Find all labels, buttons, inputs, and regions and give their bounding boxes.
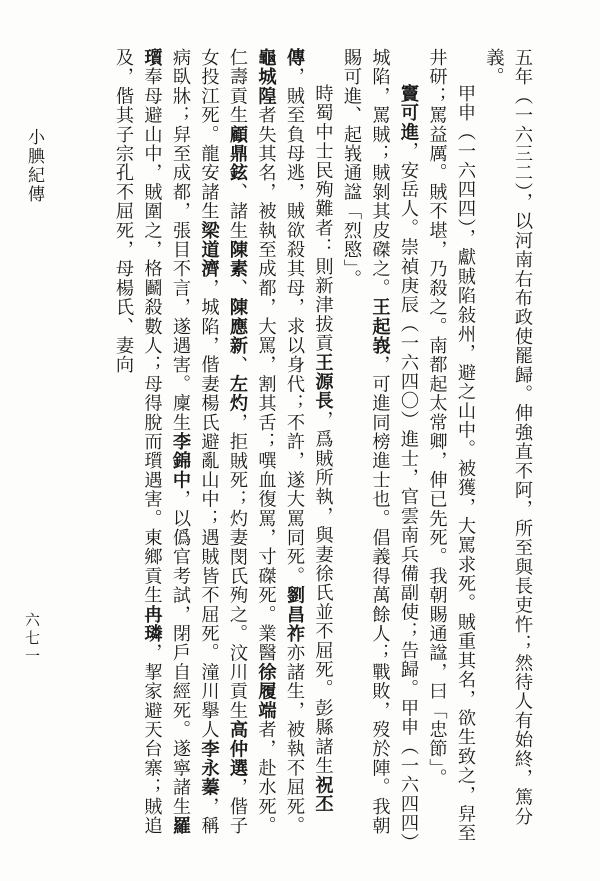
person-name: 龜城隍: [255, 48, 277, 106]
paragraph-text: 、: [227, 278, 248, 298]
person-name: 李永蓁: [198, 739, 220, 797]
running-head-book-title: 小腆紀傳: [24, 128, 44, 204]
paragraph-text: ，偕子女投江死。龍安諸生: [198, 48, 248, 836]
paragraph-1-text: 五年（一六三二），以河南右布政使罷歸。伸強直不阿，所至與長吏忤；然待人有始終，篤分義。: [483, 48, 533, 827]
person-name: 冉璘: [141, 604, 163, 644]
paragraph-text: ，賊至負母逃，賊欲殺其母，求以身代；不許，遂大罵同死。: [284, 67, 305, 586]
page-number: 六七一: [23, 612, 41, 666]
paragraph-3: [337, 48, 423, 848]
paragraph-1: [479, 48, 536, 848]
person-name: 劉昌祚: [284, 585, 305, 644]
paragraph-4: [109, 48, 337, 848]
paragraph-text: 者，赴水死。仁壽貢生: [227, 48, 277, 836]
person-name: 羅瓆: [141, 48, 191, 836]
paragraph-text: 奉母避山中，賊圍之，格鬬殺數人；母得脫而瓆遇害。東鄉貢生: [141, 67, 163, 605]
paragraph-text: 、: [227, 355, 248, 375]
paragraph-text: 時蜀中士民殉難者：則新津拔貢: [312, 84, 334, 354]
paragraph-text: ，可進同榜進士也。倡義得萬餘人；戰敗，歿於陣。我朝賜可進、起峩通諡「烈愍」。: [341, 48, 391, 836]
person-name: 王源長: [312, 353, 334, 411]
paragraph-text: ，爲賊所執，與妻徐氏並不屈死。彭縣諸生: [312, 410, 334, 776]
paragraph-text: ，挈家避天台寨；賊追及，偕其子宗孔不屈死，母楊氏、妻向: [113, 48, 163, 836]
person-name: 高仲選: [227, 720, 248, 778]
paragraph-text: ，稱病臥牀；舁至成都，張目不言，遂遇害。廩生: [170, 48, 220, 836]
person-name: 徐履端: [255, 662, 277, 721]
paragraph-text: 亦諸生，被執不屈死。: [284, 643, 305, 836]
person-name: 左灼: [227, 374, 248, 413]
person-name: 竇可進: [398, 84, 419, 142]
paragraph-text: 者失其名，被執至成都，大罵，割其舌；噀血復罵，寸磔死。業醫: [255, 105, 277, 663]
person-name: 王起峩: [369, 297, 391, 356]
paragraph-text: ，以僞官考試，閉戶自經死。遂寧諸生: [170, 489, 191, 817]
paragraph-text: 、諸生: [227, 182, 248, 241]
person-name: 顧鼎鉉: [227, 124, 248, 183]
paragraph-text: ，拒賊死；灼妻閔氏殉之。汶川貢生: [227, 412, 248, 721]
person-name: 祝丕傳: [284, 48, 334, 815]
paragraph-2-text: 甲申（一六四四），獻賊陷敍州，避之山中。被獲，大罵求死。賊重其名，欲生致之，舁至井研；罵益厲。賊不堪，乃殺之。南都起太常卿，伸已先死。我朝賜通諡，曰「忠節」。: [426, 48, 476, 844]
main-text-block: [88, 48, 536, 848]
paragraph-text: ，安岳人。崇禎庚辰（一六四〇）進士，官雲南兵備副使；告歸。甲申（一六四四）城陷，罵賊；賊剝其皮磔之。: [369, 48, 419, 844]
paragraph-2: [422, 48, 479, 848]
person-name: 陳應新: [227, 297, 248, 356]
person-name: 梁道濟: [198, 220, 220, 279]
paragraph-text: ，城陷，偕妻楊氏避亂山中；遇賊皆不屈死。潼川擧人: [198, 278, 220, 740]
person-name: 陳素: [227, 240, 248, 279]
person-name: 李錦中: [170, 432, 191, 490]
